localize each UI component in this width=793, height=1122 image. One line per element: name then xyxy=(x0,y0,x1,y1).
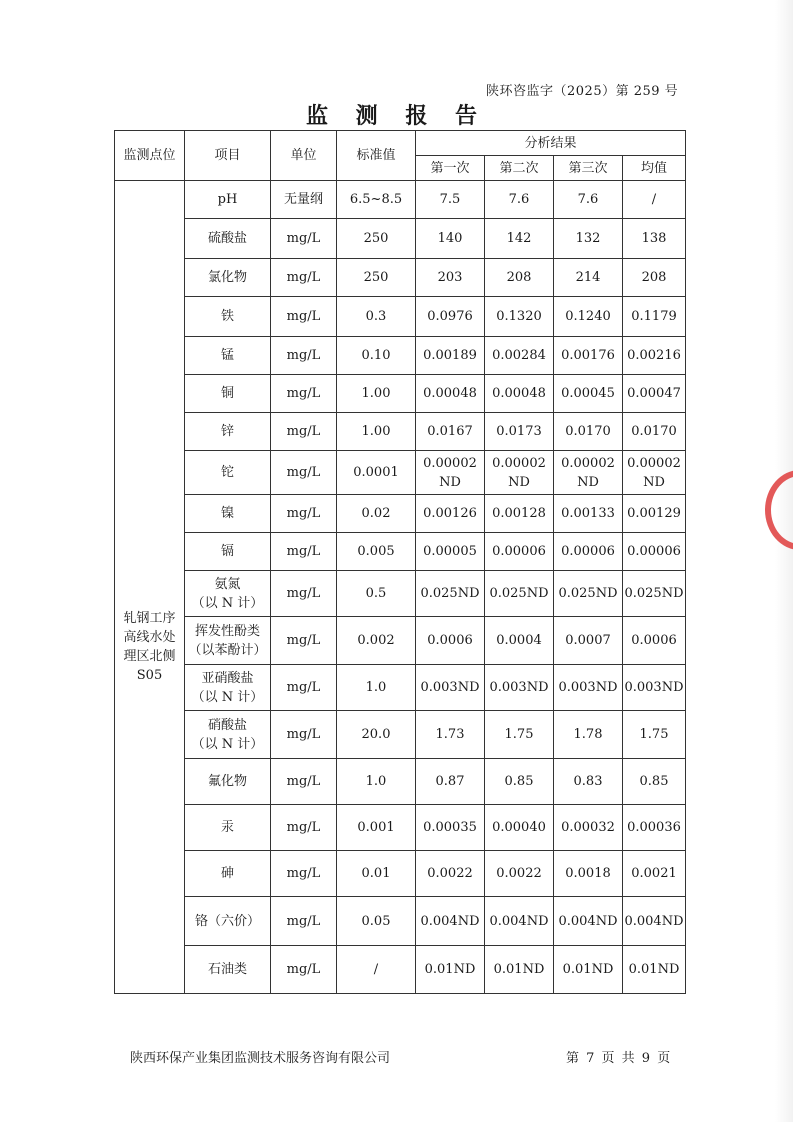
header-third: 第三次 xyxy=(554,156,623,181)
standard-cell: 0.5 xyxy=(337,571,416,617)
cell-line: 0.00040 xyxy=(492,820,546,835)
table-row xyxy=(115,219,686,259)
cell-line: 0.01ND xyxy=(424,962,476,977)
item-cell xyxy=(185,495,271,533)
cell-line: 0.004ND xyxy=(558,913,618,929)
unit-cell: mg/L xyxy=(271,495,337,533)
unit-cell: mg/L xyxy=(271,805,337,851)
cell-line: 砷 xyxy=(220,866,234,881)
standard-cell: 0.3 xyxy=(337,297,416,337)
result-cell xyxy=(623,259,686,297)
unit-cell: mg/L xyxy=(271,711,337,759)
cell-line: 132 xyxy=(575,231,601,246)
standard-cell: 0.002 xyxy=(337,617,416,665)
result-cell xyxy=(623,219,686,259)
unit-cell: mg/L xyxy=(271,759,337,805)
cell-line: 0.00216 xyxy=(627,348,681,363)
cell-line: 138 xyxy=(641,231,667,246)
cell-line: / xyxy=(651,192,657,207)
item-cell xyxy=(185,297,271,337)
table-row xyxy=(115,375,686,413)
cell-line: 0.0173 xyxy=(496,424,542,439)
header-average: 均值 xyxy=(623,156,686,181)
cell-line: 铜 xyxy=(220,386,234,401)
header-point: 监测点位 xyxy=(115,131,185,181)
cell-line: （以 N 计） xyxy=(191,595,264,611)
table-row xyxy=(115,413,686,451)
cell-line: 0.0167 xyxy=(427,424,473,439)
cell-line: 7.6 xyxy=(508,192,530,207)
table-row xyxy=(115,617,686,665)
result-cell xyxy=(623,711,686,759)
cell-line: 0.00189 xyxy=(423,348,477,363)
cell-line: ND xyxy=(508,474,530,490)
header-row xyxy=(115,131,686,156)
standard-cell: 1.0 xyxy=(337,665,416,711)
result-cell xyxy=(554,259,623,297)
unit-cell: mg/L xyxy=(271,571,337,617)
table-row xyxy=(115,665,686,711)
result-cell xyxy=(416,259,485,297)
cell-line: S05 xyxy=(136,668,163,683)
result-cell xyxy=(416,413,485,451)
result-cell xyxy=(623,851,686,897)
unit-cell: mg/L xyxy=(271,617,337,665)
cell-line: 镉 xyxy=(220,544,234,559)
cell-line: 0.00002 xyxy=(561,455,615,471)
cell-line: 1.73 xyxy=(435,727,465,742)
cell-line: 0.003ND xyxy=(420,680,480,695)
item-cell xyxy=(185,259,271,297)
table-row xyxy=(115,337,686,375)
cell-line: 203 xyxy=(437,270,463,285)
standard-cell: 0.01 xyxy=(337,851,416,897)
cell-line: 0.01ND xyxy=(493,962,545,977)
item-cell xyxy=(185,805,271,851)
cell-line: 理区北侧 xyxy=(123,649,176,664)
item-cell xyxy=(185,759,271,805)
result-cell xyxy=(485,665,554,711)
cell-line: 0.00035 xyxy=(423,820,477,835)
result-cell xyxy=(554,533,623,571)
result-cell xyxy=(554,851,623,897)
item-cell xyxy=(185,946,271,994)
result-cell xyxy=(623,451,686,495)
result-cell xyxy=(554,495,623,533)
cell-line: 0.025ND xyxy=(624,586,684,601)
cell-line: 214 xyxy=(575,270,601,285)
result-cell xyxy=(416,219,485,259)
cell-line: 0.004ND xyxy=(624,913,684,929)
result-cell xyxy=(623,375,686,413)
result-cell xyxy=(554,946,623,994)
standard-cell: 0.001 xyxy=(337,805,416,851)
cell-line: 0.00002 xyxy=(492,455,546,471)
result-cell xyxy=(554,897,623,946)
unit-cell: mg/L xyxy=(271,375,337,413)
table-row xyxy=(115,259,686,297)
standard-cell: 250 xyxy=(337,219,416,259)
unit-cell: mg/L xyxy=(271,451,337,495)
cell-line: 0.025ND xyxy=(558,586,618,601)
cell-line: 0.1320 xyxy=(496,309,542,324)
cell-line: 0.00032 xyxy=(561,820,615,835)
footer-company: 陕西环保产业集团监测技术服务咨询有限公司 xyxy=(130,1051,391,1066)
cell-line: 0.0004 xyxy=(496,633,542,648)
cell-line: 氨氮 xyxy=(214,576,241,592)
cell-line: 0.87 xyxy=(435,774,465,789)
table-row xyxy=(115,851,686,897)
result-cell xyxy=(623,946,686,994)
cell-line: ND xyxy=(439,474,461,490)
cell-line: 0.00133 xyxy=(561,506,615,521)
cell-line: 亚硝酸盐 xyxy=(201,670,254,686)
unit-cell: 无量纲 xyxy=(271,181,337,219)
cell-line: 0.00126 xyxy=(423,506,477,521)
result-cell xyxy=(485,851,554,897)
cell-line: 0.01ND xyxy=(628,962,680,977)
result-cell xyxy=(485,759,554,805)
monitoring-point-cell xyxy=(115,181,185,994)
result-cell xyxy=(554,805,623,851)
cell-line: 0.0006 xyxy=(427,633,473,648)
result-cell xyxy=(416,181,485,219)
result-cell xyxy=(416,617,485,665)
cell-line: 0.0007 xyxy=(565,633,611,648)
cell-line: 0.00006 xyxy=(492,544,546,559)
result-cell xyxy=(554,337,623,375)
cell-line: 铬（六价） xyxy=(194,913,260,929)
result-cell xyxy=(554,297,623,337)
item-cell xyxy=(185,851,271,897)
cell-line: ND xyxy=(577,474,599,490)
footer-page-number: 第 7 页 共 9 页 xyxy=(566,1051,671,1066)
cell-line: （以 N 计） xyxy=(191,689,264,705)
cell-line: 142 xyxy=(506,231,532,246)
result-cell xyxy=(416,851,485,897)
header-first: 第一次 xyxy=(416,156,485,181)
header-standard: 标准值 xyxy=(337,131,416,181)
cell-line: 轧钢工序 xyxy=(123,611,176,626)
table-row xyxy=(115,451,686,495)
cell-line: 0.83 xyxy=(573,774,603,789)
cell-line: 0.01ND xyxy=(562,962,614,977)
header-second: 第二次 xyxy=(485,156,554,181)
table-row xyxy=(115,759,686,805)
result-cell xyxy=(485,897,554,946)
result-cell xyxy=(554,711,623,759)
standard-cell: 1.00 xyxy=(337,413,416,451)
item-cell xyxy=(185,665,271,711)
unit-cell: mg/L xyxy=(271,219,337,259)
cell-line: 氟化物 xyxy=(207,774,247,789)
table-row xyxy=(115,946,686,994)
result-cell xyxy=(416,297,485,337)
cell-line: 0.00048 xyxy=(423,386,477,401)
result-cell xyxy=(554,413,623,451)
document-number: 陕环咨监字（2025）第 259 号 xyxy=(486,84,679,99)
cell-line: 1.75 xyxy=(504,727,534,742)
cell-line: （以 N 计） xyxy=(191,736,264,752)
standard-cell: 1.00 xyxy=(337,375,416,413)
result-cell xyxy=(554,665,623,711)
cell-line: 石油类 xyxy=(207,962,247,977)
unit-cell: mg/L xyxy=(271,533,337,571)
cell-line: 1.78 xyxy=(573,727,603,742)
page-edge xyxy=(775,0,793,1122)
standard-cell: 1.0 xyxy=(337,759,416,805)
unit-cell: mg/L xyxy=(271,851,337,897)
cell-line: 0.00002 xyxy=(627,455,681,471)
cell-line: 0.003ND xyxy=(489,680,549,695)
item-cell xyxy=(185,181,271,219)
page-title: 监 测 报 告 xyxy=(306,104,487,129)
cell-line: 硫酸盐 xyxy=(207,231,247,246)
cell-line: 0.003ND xyxy=(624,680,684,695)
cell-line: 硝酸盐 xyxy=(207,717,247,733)
cell-line: 0.1240 xyxy=(565,309,611,324)
result-cell xyxy=(485,337,554,375)
cell-line: 0.00176 xyxy=(561,348,615,363)
item-cell xyxy=(185,617,271,665)
cell-line: 0.00036 xyxy=(627,820,681,835)
cell-line: 0.0022 xyxy=(496,866,542,881)
result-cell xyxy=(416,495,485,533)
result-cell xyxy=(485,451,554,495)
cell-line: 高线水处 xyxy=(123,630,176,645)
cell-line: 1.75 xyxy=(639,727,669,742)
result-cell xyxy=(623,665,686,711)
table-row xyxy=(115,711,686,759)
table-row xyxy=(115,897,686,946)
result-cell xyxy=(416,805,485,851)
cell-line: 挥发性酚类 xyxy=(194,623,260,639)
result-cell xyxy=(416,533,485,571)
result-cell xyxy=(623,495,686,533)
cell-line: 0.0006 xyxy=(631,633,677,648)
result-cell xyxy=(485,805,554,851)
cell-line: 0.025ND xyxy=(489,586,549,601)
item-cell xyxy=(185,451,271,495)
cell-line: 0.00284 xyxy=(492,348,546,363)
cell-line: 0.00006 xyxy=(561,544,615,559)
cell-line: pH xyxy=(217,192,238,207)
unit-cell: mg/L xyxy=(271,297,337,337)
table-row xyxy=(115,805,686,851)
item-cell xyxy=(185,375,271,413)
cell-line: 汞 xyxy=(220,820,234,835)
cell-line: 0.00006 xyxy=(627,544,681,559)
result-cell xyxy=(623,897,686,946)
cell-line: 锌 xyxy=(220,424,234,439)
cell-line: 铊 xyxy=(220,465,234,480)
result-cell xyxy=(485,375,554,413)
result-cell xyxy=(485,711,554,759)
cell-line: 0.00128 xyxy=(492,506,546,521)
result-cell xyxy=(623,181,686,219)
unit-cell: mg/L xyxy=(271,413,337,451)
cell-line: 0.00045 xyxy=(561,386,615,401)
standard-cell: 250 xyxy=(337,259,416,297)
cell-line: 0.0018 xyxy=(565,866,611,881)
table-row xyxy=(115,297,686,337)
result-cell xyxy=(623,805,686,851)
cell-line: 208 xyxy=(641,270,667,285)
cell-line: 0.85 xyxy=(639,774,669,789)
result-cell xyxy=(485,617,554,665)
unit-cell: mg/L xyxy=(271,897,337,946)
result-cell xyxy=(623,413,686,451)
result-cell xyxy=(416,571,485,617)
result-cell xyxy=(554,759,623,805)
cell-line: 0.85 xyxy=(504,774,534,789)
result-cell xyxy=(485,297,554,337)
item-cell xyxy=(185,533,271,571)
cell-line: 镍 xyxy=(220,506,234,521)
result-cell xyxy=(623,759,686,805)
result-cell xyxy=(485,413,554,451)
red-seal-stamp xyxy=(763,470,793,550)
header-analysis: 分析结果 xyxy=(416,131,686,156)
cell-line: 0.1179 xyxy=(631,309,677,324)
result-cell xyxy=(416,711,485,759)
standard-cell: 20.0 xyxy=(337,711,416,759)
standard-cell: / xyxy=(337,946,416,994)
result-cell xyxy=(416,897,485,946)
result-cell xyxy=(623,337,686,375)
cell-line: 0.00048 xyxy=(492,386,546,401)
result-cell xyxy=(416,375,485,413)
table-row xyxy=(115,495,686,533)
cell-line: 0.0170 xyxy=(631,424,677,439)
result-cell xyxy=(554,375,623,413)
cell-line: 140 xyxy=(437,231,463,246)
table-row xyxy=(115,181,686,219)
result-cell xyxy=(416,946,485,994)
result-cell xyxy=(416,451,485,495)
result-cell xyxy=(485,533,554,571)
table-row xyxy=(115,533,686,571)
standard-cell: 0.0001 xyxy=(337,451,416,495)
result-cell xyxy=(554,451,623,495)
unit-cell: mg/L xyxy=(271,259,337,297)
standard-cell: 6.5~8.5 xyxy=(337,181,416,219)
result-cell xyxy=(485,571,554,617)
result-cell xyxy=(554,181,623,219)
cell-line: 0.00002 xyxy=(423,455,477,471)
table-row xyxy=(115,571,686,617)
cell-line: 0.00129 xyxy=(627,506,681,521)
item-cell xyxy=(185,219,271,259)
cell-line: ND xyxy=(643,474,665,490)
standard-cell: 0.02 xyxy=(337,495,416,533)
result-cell xyxy=(554,219,623,259)
result-cell xyxy=(485,946,554,994)
item-cell xyxy=(185,337,271,375)
standard-cell: 0.05 xyxy=(337,897,416,946)
cell-line: 7.5 xyxy=(439,192,461,207)
cell-line: （以苯酚计） xyxy=(188,642,267,658)
result-cell xyxy=(554,571,623,617)
item-cell xyxy=(185,571,271,617)
result-cell xyxy=(485,259,554,297)
cell-line: 0.004ND xyxy=(489,913,549,929)
result-cell xyxy=(485,495,554,533)
result-cell xyxy=(623,533,686,571)
result-cell xyxy=(623,617,686,665)
monitoring-results-table xyxy=(114,130,686,994)
item-cell xyxy=(185,897,271,946)
result-cell xyxy=(416,665,485,711)
cell-line: 0.0021 xyxy=(631,866,677,881)
standard-cell: 0.005 xyxy=(337,533,416,571)
standard-cell: 0.10 xyxy=(337,337,416,375)
result-cell xyxy=(416,337,485,375)
cell-line: 208 xyxy=(506,270,532,285)
item-cell xyxy=(185,413,271,451)
result-cell xyxy=(623,297,686,337)
result-cell xyxy=(485,181,554,219)
result-cell xyxy=(554,617,623,665)
header-unit: 单位 xyxy=(271,131,337,181)
cell-line: 0.0976 xyxy=(427,309,473,324)
cell-line: 氯化物 xyxy=(207,270,247,285)
cell-line: 0.025ND xyxy=(420,586,480,601)
cell-line: 0.0022 xyxy=(427,866,473,881)
cell-line: 7.6 xyxy=(577,192,599,207)
header-item: 项目 xyxy=(185,131,271,181)
result-cell xyxy=(416,759,485,805)
result-cell xyxy=(485,219,554,259)
unit-cell: mg/L xyxy=(271,665,337,711)
cell-line: 0.0170 xyxy=(565,424,611,439)
result-cell xyxy=(623,571,686,617)
unit-cell: mg/L xyxy=(271,337,337,375)
cell-line: 0.00047 xyxy=(627,386,681,401)
item-cell xyxy=(185,711,271,759)
unit-cell: mg/L xyxy=(271,946,337,994)
cell-line: 锰 xyxy=(220,348,234,363)
cell-line: 0.00005 xyxy=(423,544,477,559)
cell-line: 0.004ND xyxy=(420,913,480,929)
cell-line: 铁 xyxy=(220,309,234,324)
cell-line: 0.003ND xyxy=(558,680,618,695)
